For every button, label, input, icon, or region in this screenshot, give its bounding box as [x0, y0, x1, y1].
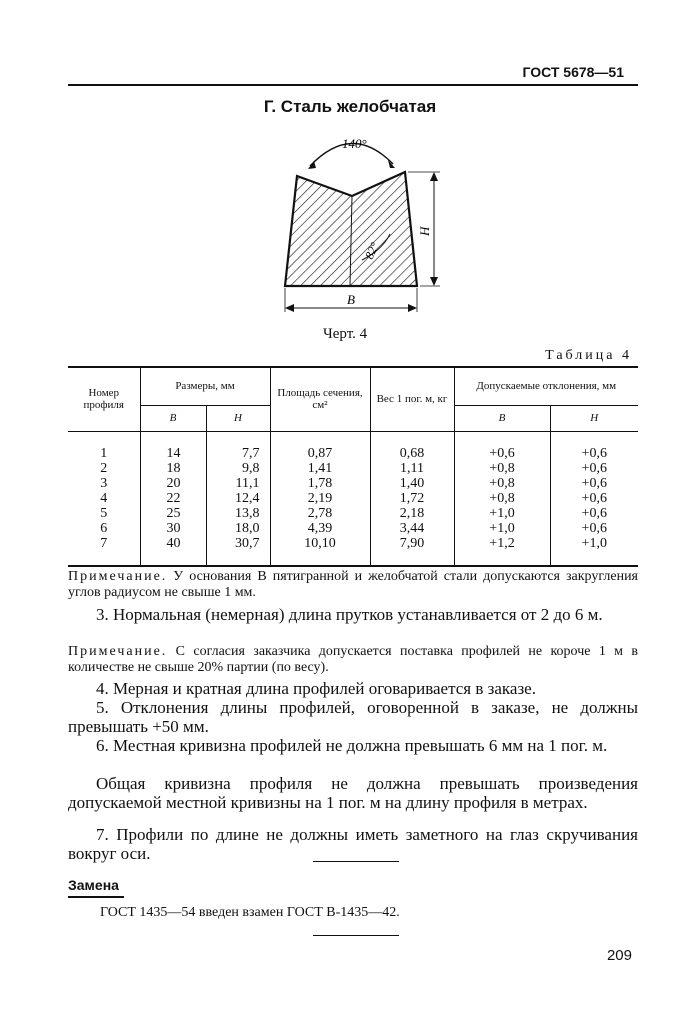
header-sizes: Размеры, мм — [140, 367, 270, 405]
cell-tol-h: +0,6 — [581, 505, 607, 521]
cell-tol-h: +1,0 — [550, 536, 638, 566]
cell-weight: 0,68 — [370, 431, 454, 461]
cell-tol-h: +0,6 — [581, 445, 607, 461]
header-weight: Вес 1 пог. м, кг — [370, 367, 454, 431]
table-row — [68, 476, 638, 491]
cell-h: 30,7 — [206, 536, 270, 566]
cell-b: 20 — [140, 476, 206, 491]
replacement-heading: Замена — [68, 877, 119, 893]
cell-b: 25 — [140, 506, 206, 521]
header-tol-h: H — [550, 405, 638, 431]
cell-h: 9,8 — [206, 461, 270, 476]
paragraph-6: 6. Местная кривизна профилей не должна превышать 6 мм на 1 пог. м. — [96, 736, 608, 755]
cell-b: 22 — [140, 491, 206, 506]
cell-area: 4,39 — [270, 521, 370, 536]
cell-h: 7,7 — [206, 431, 270, 461]
cell-area: 1,78 — [270, 476, 370, 491]
h-label: H — [417, 226, 432, 236]
cell-weight: 1,72 — [370, 491, 454, 506]
note-1-text: У основания В пятигранной и желобчатой стали допускаются закругления углов радиусом не свыше 1 мм. — [68, 569, 638, 600]
cell-weight: 7,90 — [370, 536, 454, 566]
cell-area: 10,10 — [270, 536, 370, 566]
cell-tol-h: +0,6 — [581, 520, 607, 536]
cell-no: 2 — [68, 461, 140, 476]
table-row — [68, 521, 638, 536]
header-rule — [68, 84, 638, 86]
table-row — [68, 431, 638, 461]
table-row — [68, 491, 638, 506]
separator-rule — [313, 861, 399, 862]
standard-number: ГОСТ 5678—51 — [522, 64, 624, 80]
cell-b: 14 — [140, 431, 206, 461]
page-number: 209 — [606, 947, 632, 964]
cell-area: 2,19 — [270, 491, 370, 506]
note-1-label: Примечание. — [68, 569, 168, 584]
note-2-text: С согласия заказчика допускается поставка профилей не короче 1 м в количестве не свыше 20% партии (по весу). — [68, 644, 639, 675]
cell-area: 2,78 — [270, 506, 370, 521]
cell-tol-b: +1,0 — [454, 506, 550, 521]
cell-b: 40 — [140, 536, 206, 566]
cell-tol-h: +0,6 — [581, 460, 607, 476]
bottom-rule — [313, 935, 399, 936]
table-row — [68, 461, 638, 476]
cell-tol-h: +0,6 — [581, 490, 607, 506]
section-title: Г. Сталь желобчатая — [263, 97, 437, 116]
drawing-caption: Черт. 4 — [323, 326, 368, 342]
cell-area: 0,87 — [270, 431, 370, 461]
header-tol-b: B — [454, 405, 550, 431]
header-b: B — [140, 405, 206, 431]
cell-weight: 3,44 — [370, 521, 454, 536]
paragraph-7: 7. Профили по длине не должны иметь заметного на глаз скручивания вокруг оси. — [68, 825, 638, 863]
cell-tol-b: +0,6 — [454, 431, 550, 461]
header-h: H — [206, 405, 270, 431]
note-2-label: Примечание. — [68, 644, 168, 659]
cell-area: 1,41 — [270, 461, 370, 476]
table-row — [68, 536, 638, 566]
cell-b: 18 — [140, 461, 206, 476]
cell-weight: 1,40 — [370, 476, 454, 491]
cell-weight: 2,18 — [370, 506, 454, 521]
header-profile-no: Номер профиля — [68, 367, 140, 431]
cell-no: 1 — [68, 431, 140, 461]
profile-table — [68, 366, 638, 567]
cell-tol-b: +0,8 — [454, 476, 550, 491]
cell-b: 30 — [140, 521, 206, 536]
cell-tol-b: +0,8 — [454, 491, 550, 506]
table-number: Таблица 4 — [545, 348, 632, 363]
angle-top-label: 140° — [342, 136, 367, 151]
paragraph-3: 3. Нормальная (немерная) длина прутков устанавливается от 2 до 6 м. — [96, 605, 603, 624]
paragraph-4: 4. Мерная и кратная длина профилей оговаривается в заказе. — [96, 679, 536, 698]
cell-h: 13,8 — [206, 506, 270, 521]
replacement-underline — [68, 896, 124, 898]
cell-tol-h: +0,6 — [581, 475, 607, 491]
profile-drawing — [240, 128, 470, 323]
note-2 — [68, 644, 638, 676]
paragraph-6b: Общая кривизна профиля не должна превышать произведения допускаемой местной кривизны на 1 пог. м на длину профиля в метрах. — [68, 774, 638, 812]
table-row — [68, 506, 638, 521]
b-label: B — [347, 292, 355, 307]
header-area: Площадь сечения, см² — [270, 367, 370, 431]
cell-no: 3 — [68, 476, 140, 491]
header-tolerances: Допускаемые отклонения, мм — [454, 367, 638, 405]
cell-h: 12,4 — [206, 491, 270, 506]
cell-tol-b: +0,8 — [454, 461, 550, 476]
cell-h: 18,0 — [206, 521, 270, 536]
cell-h: 11,1 — [206, 476, 270, 491]
cell-tol-b: +1,0 — [454, 521, 550, 536]
cell-no: 4 — [68, 491, 140, 506]
cell-no: 5 — [68, 506, 140, 521]
replacement-text: ГОСТ 1435—54 введен взамен ГОСТ В-1435—42. — [100, 905, 400, 920]
note-1 — [68, 569, 638, 601]
paragraph-5: 5. Отклонения длины профилей, оговоренной в заказе, не должны превышать +50 мм. — [68, 698, 638, 736]
cell-no: 7 — [68, 536, 140, 566]
cell-weight: 1,11 — [370, 461, 454, 476]
cell-tol-b: +1,2 — [454, 536, 550, 566]
cell-no: 6 — [68, 521, 140, 536]
angle-inner-label: 82° — [362, 240, 382, 262]
